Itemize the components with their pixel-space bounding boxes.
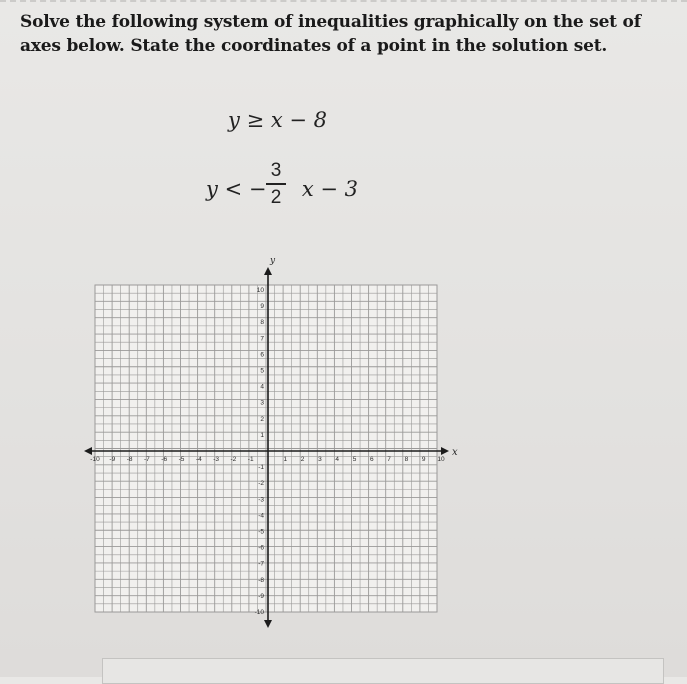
y-axis-bottom-arrow [264,620,272,628]
answer-box[interactable] [102,658,664,684]
y-tick-label: 10 [256,287,264,294]
x-tick-label: -5 [178,456,185,463]
x-tick-label: 5 [352,456,357,463]
y-tick-label: -3 [258,496,264,504]
x-tick-label: -1 [247,456,254,463]
y-tick-label: 7 [260,335,264,343]
x-tick-label: -2 [230,456,237,463]
inequality-2-operator: < [224,177,243,201]
y-tick-label: -4 [258,512,264,520]
fraction-numerator: 3 [270,160,282,181]
y-tick-label: 1 [260,431,264,439]
y-tick-label: 6 [260,351,264,359]
x-tick-label: -4 [195,456,202,463]
y-tick-label: -10 [254,609,264,616]
x-tick-label: 7 [387,456,391,463]
y-tick-label: -6 [258,544,264,552]
x-tick-label: -9 [109,456,116,463]
x-tick-label: 3 [318,456,322,463]
x-axis-right-arrow [441,447,449,455]
x-tick-label: 8 [404,456,409,463]
question-prompt: Solve the following system of inequalities graphically on the set of axes below. State the coordinates of a point in the solution set. [20,12,641,56]
x-tick-label: -6 [161,456,168,463]
y-tick-label: 3 [260,399,264,407]
x-tick-label: 10 [437,456,445,463]
x-tick-label: 2 [300,456,305,463]
x-axis-label: x [452,447,458,458]
inequality-2-rhs: x − 3 [301,177,358,201]
x-tick-label: 4 [335,456,340,463]
y-tick-label: -5 [258,528,264,536]
x-tick-label: -7 [144,456,150,463]
inequality-2-lhs: y [206,177,218,201]
y-tick-label: -9 [258,592,264,600]
y-tick-label: 4 [260,383,264,391]
y-tick-label: 5 [260,367,264,375]
y-axis-label: y [270,256,276,266]
fraction-denominator: 2 [270,187,282,208]
y-axis-top-arrow [264,267,272,275]
y-tick-label: -2 [258,480,264,488]
x-tick-label: -8 [126,456,133,463]
y-tick-label: -1 [258,464,264,472]
x-tick-label: -10 [90,456,100,463]
inequality-1-operator: ≥ [246,108,265,132]
y-tick-label: 2 [260,415,264,423]
x-axis-left-arrow [84,447,92,455]
inequality-1-rhs: x − 8 [270,108,328,132]
inequality-1-lhs: y [228,108,240,132]
y-tick-label: 9 [260,303,264,311]
x-tick-label: -3 [213,456,219,463]
y-tick-label: -8 [258,576,264,584]
inequality-2-negative-sign: − [248,177,267,201]
y-tick-label: -7 [258,560,264,568]
x-tick-label: 1 [283,456,288,463]
y-tick-label: 8 [260,319,264,327]
x-tick-label: 6 [369,456,374,463]
x-tick-label: 9 [421,456,426,463]
